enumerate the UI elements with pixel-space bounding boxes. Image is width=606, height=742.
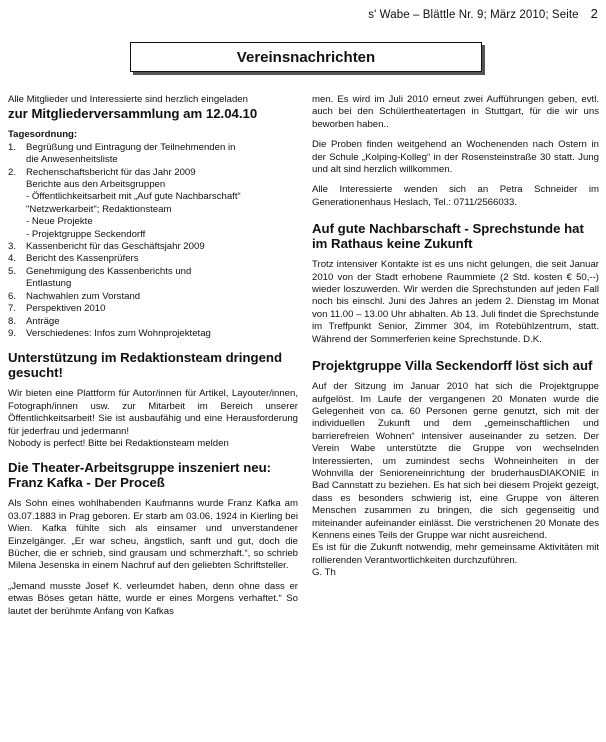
page-header — [368, 6, 598, 21]
agenda-item — [8, 266, 298, 291]
agenda-item-line: Kassenbericht für das Geschäftsjahr 2009 — [26, 241, 205, 253]
agenda-item-text — [26, 241, 298, 253]
agenda-item — [8, 142, 298, 167]
theater-continued-2: Die Proben finden weitgehend an Wochenenden nach Ostern in der Schule „Kolping-Kolleg“ in der Rosensteinstraße 30 statt. Jung und alt sind herzlich willkommen. — [312, 139, 599, 176]
agenda-item — [8, 167, 298, 241]
agenda-item-number: 5. — [8, 265, 17, 277]
agenda-item-line: Genehmigung des Kassenberichts und — [26, 265, 192, 277]
seckendorff-signature: G. Th — [312, 567, 336, 579]
agenda-item-line: Berichte aus den Arbeitsgruppen — [26, 179, 166, 191]
neighborhood-body: Trotz intensiver Kontakte ist es uns nicht gelungen, die seit Januar 2010 von der Stadt erhobene Raummiete (2 Std. kosten € 50,--) wieder loszuwerden. Wir werden die Sprechstunden auf jeden Fall noch bis einschl. Juni des Jahres an jedem 2. Dienstag im Monat von 11.00 – 13.00 Uhr abhalten. Ab 13. Juli findet die Sprechstunde im Treffpunkt Senior, Zimmer 304, im Rotebühlzentrum, statt. Während der Sommerferien keine Sprechstunde. D.K. — [312, 259, 599, 345]
theater-heading: Die Theater-Arbeitsgruppe inszeniert neu: Franz Kafka - Der Proceß — [8, 460, 272, 491]
agenda-item-line: - Neue Projekte — [26, 216, 93, 228]
agenda-item-text — [26, 291, 298, 303]
theater-paragraph-2: „Jemand musste Josef K. verleumdet haben, denn ohne dass er etwas Böses getan hätte, wurde er eines Morgens verhaftet.“ So lautet der berühmte Anfang von Kafkas — [8, 580, 298, 617]
agenda-item-line: Bericht des Kassenprüfers — [26, 253, 139, 265]
agenda-item-line: - Projektgruppe Seckendorff — [26, 228, 146, 240]
agenda-item-text — [26, 167, 298, 241]
agenda-item-number: 9. — [8, 327, 17, 339]
agenda-item-number: 4. — [8, 253, 17, 265]
agenda-item-line: Anträge — [26, 315, 60, 327]
agenda-item — [8, 303, 298, 315]
agenda-item-line: die Anwesenheitsliste — [26, 154, 118, 166]
agenda-item-text — [26, 266, 298, 291]
agenda-item-number: 2. — [8, 166, 17, 178]
agenda-item-number: 1. — [8, 141, 17, 153]
agenda-item-number: 8. — [8, 315, 17, 327]
support-body: Wir bieten eine Plattform für Autor/innen für Artikel, Layouter/innen, Fotograph/innen usw. zur Mitarbeit im Bereich unserer Öffentlichkeitsarbeit! Sie ist ausbaufähig und eine Herausforderung für jederfrau und jedermann! — [8, 388, 298, 437]
support-body-2: Nobody is perfect! Bitte bei Redaktionsteam melden — [8, 437, 229, 449]
agenda-item-line: Verschiedenes: Infos zum Wohnprojektetag — [26, 327, 211, 339]
agenda-item-number: 6. — [8, 290, 17, 302]
agenda-item — [8, 316, 298, 328]
invitation-text: Alle Mitglieder und Interessierte sind herzlich eingeladen — [8, 94, 248, 105]
theater-section — [8, 460, 298, 618]
agenda-item — [8, 241, 298, 253]
theater-continued-1: men. Es wird im Juli 2010 erneut zwei Aufführungen geben, evtl. auch bei den Schülertheatertagen in Stuttgart, für die wir uns beworben haben.. — [312, 94, 599, 130]
agenda-item-line: Entlastung — [26, 278, 72, 290]
agenda-list — [8, 142, 298, 341]
seckendorff-body: Auf der Sitzung im Januar 2010 hat sich die Projektgruppe aufgelöst. Im Laufe der vergangenen 20 Monaten wurde die Gelegenheit von ca. 60 Personen gerne genutzt, sich mit der individuellen Zukunft und dem „gemeinschaftlichen und barrierefreien Wohnen“ intensiver auseinander zu setzen. Der Verein Wabe unterstützte die Gruppe von wechselnden Interessierten, um zumindest sechs Wohneinheiten in der Wohnvilla der Senioreneinrichtung der bruderhausDIAKONIE in Bad Cannstatt zu beziehen. Es hat sich bei diesem Projekt gezeigt, dass es besonders schwierig ist, eine Gruppe von älteren Menschen zusammen zu bringen, die sich gegenseitig und miteinander aufeinander einlässt. Die verstrichenen 20 Monate des Kennens eines Teils der Gruppe war nicht ausreichend. — [312, 381, 599, 541]
support-heading: Unterstützung im Redaktionsteam dringend gesucht! — [8, 350, 283, 381]
support-section — [8, 350, 298, 450]
seckendorff-heading: Projektgruppe Villa Seckendorff löst sich auf — [312, 358, 593, 374]
agenda-item-number: 3. — [8, 241, 17, 253]
meeting-heading: zur Mitgliederversammlung am 12.04.10 — [8, 106, 258, 122]
agenda-item-line: Nachwahlen zum Vorstand — [26, 290, 141, 302]
left-column — [8, 94, 298, 628]
agenda-title: Tagesordnung: — [8, 129, 78, 141]
seckendorff-body-2: Es ist für die Zukunft notwendig, mehr gemeinsame Aktivitäten mit rollierenden Verantwortlichkeiten durchzuführen. — [312, 542, 599, 566]
seckendorff-section — [312, 358, 599, 580]
right-column — [312, 94, 599, 590]
agenda-item-text — [26, 328, 298, 340]
agenda-item — [8, 328, 298, 340]
agenda-item-text — [26, 142, 298, 167]
section-title: Vereinsnachrichten — [236, 48, 376, 66]
agenda-item-number: 7. — [8, 303, 17, 315]
agenda-item-line: Perspektiven 2010 — [26, 303, 106, 315]
agenda-item-line: Begrüßung und Eintragung der Teilnehmenden in — [26, 141, 236, 153]
agenda-item-line: "Netzwerkarbeit"; Redaktionsteam — [26, 203, 172, 215]
neighborhood-section — [312, 221, 599, 346]
agenda-item — [8, 291, 298, 303]
agenda-item-text — [26, 303, 298, 315]
theater-contact: Alle Interessierte wenden sich an Petra Schneider im Generationenhaus Heslach, Tel.: 0711/2566033. — [312, 184, 599, 208]
agenda-item — [8, 253, 298, 265]
section-title-box — [130, 42, 482, 72]
neighborhood-heading: Auf gute Nachbarschaft - Sprechstunde hat im Rathaus keine Zukunft — [312, 221, 584, 252]
page-number: 2 — [590, 6, 598, 21]
agenda-item-text — [26, 316, 298, 328]
theater-paragraph-1: Als Sohn eines wohlhabenden Kaufmanns wurde Franz Kafka am 03.07.1883 in Prag geboren. Er starb am 03.06. 1924 in Kierling bei Wien. Kafka fühlte sich als einsamer und unverstandener Einzelgänger. „Er war scheu, ängstlich, sanft und gut, doch die Bücher, die er schrieb, sind grausam und schmerzhaft.“, so schrieb Milena Jesenska in einem Nachruf auf den geliebten Schriftsteller. — [8, 498, 298, 572]
agenda-item-text — [26, 253, 298, 265]
agenda-item-line: Rechenschaftsbericht für das Jahr 2009 — [26, 166, 196, 178]
header-text: s' Wabe – Blättle Nr. 9; März 2010; Seite — [368, 9, 579, 21]
agenda-item-line: - Öffentlichkeitsarbeit mit „Auf gute Nachbarschaft“ — [26, 191, 241, 203]
